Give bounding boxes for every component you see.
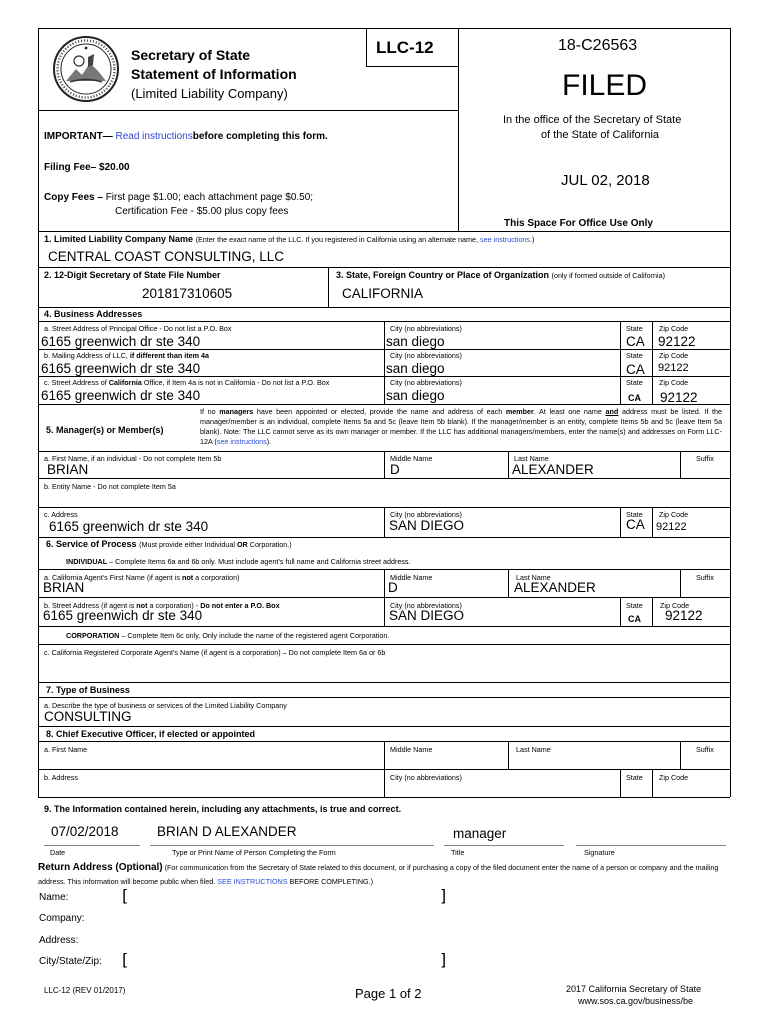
s5a-last-col [508,451,509,478]
frame-right [730,28,731,231]
s5a-middle-name-field[interactable]: D [390,462,400,477]
file-number: 18-C26563 [558,37,638,54]
s4-row-ab [38,349,730,350]
s6a-suffix-label: Suffix [696,573,714,582]
s9-label: 9. The Information contained herein, including any attachments, is true and correct. [44,804,402,814]
s6a-middle-col [384,569,385,597]
s8a-last-col [508,741,509,769]
s4-top [38,307,730,308]
s6b-state-field[interactable]: CA [628,614,641,624]
header-divider [458,28,459,231]
s9-title-label: Title [451,848,465,857]
s5b-top [38,478,730,479]
return-address-note [38,860,728,888]
s6a-suffix-col [680,569,681,597]
frame-left [38,28,39,231]
sign-date-field[interactable]: 07/02/2018 [51,824,119,839]
s8a-suffix-col [680,741,681,769]
s4c-label-bold: California [108,378,142,387]
s3-label-text: 3. State, Foreign Country or Place of Organization [336,270,550,280]
s5a-last-label: Last Name [514,454,549,463]
s6-individual-label: INDIVIDUAL [66,557,108,566]
s8b-label: b. Address [44,773,78,782]
s6a-label-post: a corporation) [193,573,240,582]
s9-date-line [44,845,140,846]
frame-top [38,28,730,29]
s4a-state-field[interactable]: CA [626,334,645,349]
return-company-label: Company: [39,913,85,924]
s5-note-p1: If no [200,407,220,416]
s4a-street-field[interactable]: 6165 greenwich dr ste 340 [41,334,201,349]
preparer-name-field[interactable]: BRIAN D ALEXANDER [157,824,297,839]
s6-corp-label: CORPORATION [66,631,120,640]
s5-note-p4: address must be listed. If the manager/member is an individual, complete Items 5a and 5c (leave Item 5b blank). If the manager/member is an entity, complete Items 5b and 5c (leave Item 5a blank). Note: The LLC cannot serve as its own manager or member. If the LLC has additional managers/members, enter the name(s) and addresses on Form LLC-12A ( [200,407,723,446]
s2-label: 2. 12-Digit Secretary of State File Number [44,270,221,280]
s5c-city-col [384,507,385,537]
agency-line-3: (Limited Liability Company) [131,86,288,101]
s6-note-end: Corporation.) [247,540,292,549]
s5a-last-name-field[interactable]: ALEXANDER [512,462,594,477]
s5a-suffix-col [680,451,681,478]
s8a-last-label: Last Name [516,745,551,754]
return-csz-label: City/State/Zip: [39,956,102,967]
s6a-label-bold: not [182,573,194,582]
return-address-label: Return Address (Optional) [38,862,163,873]
s6-note: (Must provide either Individual [139,540,237,549]
s4b-label-bold: if different than item 4a [129,351,209,360]
s4c-city-field[interactable]: san diego [386,388,445,403]
s4b-state-label: State [626,351,643,360]
agency-line-2: Statement of Information [131,66,297,82]
s7a-top [38,697,730,698]
copy-fees-line2: Certification Fee - $5.00 plus copy fees [115,206,289,217]
s6a-last-col [508,569,509,597]
s5a-middle-col [384,451,385,478]
s4b-label [44,351,209,360]
s5c-zip-field[interactable]: 92122 [656,521,687,533]
s5a-suffix-label: Suffix [696,454,714,463]
s6-corp-note [66,631,389,640]
s6a-first-name-field[interactable]: BRIAN [43,580,85,595]
title-field[interactable]: manager [453,826,507,841]
s6-corp-top [38,626,730,627]
s6-individual-text: – Complete Items 6a and 6b only. Must include agent’s full name and California street address. [107,557,411,566]
s7-top [38,682,730,683]
s5c-label: c. Address [44,510,78,519]
s1-label-text: 1. Limited Liability Company Name [44,234,194,244]
s3-label [336,270,665,280]
office-line-2: of the State of California [541,129,660,141]
s5-note-b2: member [505,407,534,416]
filed-stamp: FILED [562,69,648,102]
s1-note-end: .) [529,235,535,244]
bracket-top-left: [ [122,886,129,905]
form-code: LLC-12 [376,38,434,57]
s5c-city-field[interactable]: SAN DIEGO [389,518,465,533]
s4a-state-label: State [626,324,643,333]
s4-city-col [384,321,385,404]
s6b-zip-col [652,597,653,626]
s4c-state-field[interactable]: CA [628,393,641,403]
s5-instructions-link[interactable]: see instructions [216,437,267,446]
s6b-zip-field[interactable]: 92122 [665,608,703,623]
file-number-field[interactable]: 201817310605 [142,286,233,301]
s6b-label-mid: a corporation) - [147,601,201,610]
s7-label: 7. Type of Business [46,685,130,695]
return-address-field[interactable] [132,890,436,968]
s5c-state-col [620,507,621,537]
s1-instructions-link[interactable]: see instructions [480,235,530,244]
s5c-zip-label: Zip Code [659,510,689,519]
s6-corp-text: – Complete Item 6c only. Only include the name of the registered agent Corporation. [119,631,390,640]
s4b-zip-field[interactable]: 92122 [658,362,689,374]
s5c-state-label: State [626,510,643,519]
office-line-1: In the office of the Secretary of State [503,114,682,126]
s4b-city-label: City (no abbreviations) [390,351,462,360]
return-note-text: (For communication from the Secretary of State related to this document, or if purchasing a copy of the filed document enter the name of a person or company and the mailing address. This information will become public when filed. [38,863,719,886]
s5c-city-label: City (no abbreviations) [390,510,462,519]
s4-row-bc [38,376,730,377]
copy-fees-label: Copy Fees – [44,192,103,203]
s4c-label-post: Office, if Item 4a is not in California - Do not list a P.O. Box [141,378,330,387]
s9-name-label: Type or Print Name of Person Completing the Form [172,848,336,857]
llc12-box-bottom [366,66,458,67]
s8-label: 8. Chief Executive Officer, if elected or appointed [46,729,256,739]
s4c-label-pre: c. Street Address of [44,378,109,387]
s8b-city-label: City (no abbreviations) [390,773,462,782]
s5-label: 5. Manager(s) or Member(s) [46,425,164,435]
bracket-top-right: ] [440,886,447,905]
s1-top [38,231,730,232]
s6a-middle-label: Middle Name [390,573,433,582]
s1-label [44,234,534,244]
s8b-state-col [620,769,621,797]
state-of-organization-field[interactable]: CALIFORNIA [342,286,424,301]
s1-note: (Enter the exact name of the LLC. If you registered in California using an alternate name, [195,235,481,244]
s6b-city-col [384,597,385,626]
s6-label-text: 6. Service of Process [46,539,137,549]
signature-field[interactable] [580,822,726,844]
s5c-street-field[interactable]: 6165 greenwich dr ste 340 [49,519,209,534]
footer-form-rev: LLC-12 (REV 01/2017) [44,986,126,995]
s9-signature-label: Signature [584,848,615,857]
s6b-state-col [620,597,621,626]
s6b-state-label: State [626,601,643,610]
s5-note-b1: managers [219,407,254,416]
s6c-top [38,644,730,645]
s4-zip-col [652,321,653,404]
s8-bottom [38,797,730,798]
s4b-state-field[interactable]: CA [626,362,645,377]
read-instructions-link[interactable]: Read instructions [115,131,193,142]
s5a-first-name-field[interactable]: BRIAN [47,462,89,477]
s5c-zip-col [652,507,653,537]
s8-top [38,726,730,727]
footer-copyright: 2017 California Secretary of State [566,984,702,994]
header-rule [38,110,458,111]
s7a-label: a. Describe the type of business or services of the Limited Liability Company [44,701,287,710]
s6b-city-field[interactable]: SAN DIEGO [389,608,465,623]
s6b-street-field[interactable]: 6165 greenwich dr ste 340 [43,608,203,623]
return-instructions-link[interactable]: SEE INSTRUCTIONS [217,877,288,886]
s9-name-line [150,845,434,846]
s4a-city-field[interactable]: san diego [386,334,445,349]
s9-date-label: Date [50,848,66,857]
s4b-city-field[interactable]: san diego [386,361,445,376]
s4c-zip-field[interactable]: 92122 [660,390,698,405]
return-address-label-field: Address: [39,935,79,946]
llc12-box-left [366,28,367,66]
s4a-zip-label: Zip Code [659,324,689,333]
s8b-zip-label: Zip Code [659,773,689,782]
s4-state-col [620,321,621,404]
s4b-street-field[interactable]: 6165 greenwich dr ste 340 [41,361,201,376]
state-seal-icon [52,35,120,103]
s6b-label-bold2: Do not enter a P.O. Box [200,601,280,610]
bracket-bottom-left: [ [122,950,129,969]
bracket-bottom-right: ] [440,950,447,969]
s6b-zip-label: Zip Code [660,601,690,610]
type-of-business-field[interactable]: CONSULTING [44,709,132,724]
filing-fee: Filing Fee– $20.00 [44,162,130,173]
copy-fees-line1: First page $1.00; each attachment page $0.50; [105,192,314,203]
s5-top [38,404,730,405]
s4a-city-label: City (no abbreviations) [390,324,462,333]
s2-top [38,267,730,268]
s4c-city-label: City (no abbreviations) [390,378,462,387]
s6c-label: c. California Registered Corporate Agent's Name (if agent is a corporation) – Do not complete Item 6a or 6b [44,648,386,657]
s8a-label: a. First Name [44,745,88,754]
s5-note-b3: and [605,407,619,416]
table-right [730,231,731,797]
s5-note-p5: ). [266,437,272,446]
s6-individual-note [66,557,411,566]
s4a-zip-field[interactable]: 92122 [658,334,696,349]
s5-note-p2: have been appointed or elected, provide the name and address of each [253,407,506,416]
s4c-street-field[interactable]: 6165 greenwich dr ste 340 [41,388,201,403]
s6-top [38,537,730,538]
s6b-label-pre: b. Street Address (if agent is [44,601,137,610]
s9-title-line [444,845,564,846]
s4-label: 4. Business Addresses [44,309,143,319]
s5a-middle-label: Middle Name [390,454,433,463]
table-left [38,231,39,797]
return-name-label: Name: [39,892,69,903]
s6a-last-name-field[interactable]: ALEXANDER [514,580,596,595]
s4c-label [44,378,329,387]
llc-name-field[interactable]: CENTRAL COAST CONSULTING, LLC [48,249,285,264]
filed-date: JUL 02, 2018 [561,172,650,189]
s8a-suffix-label: Suffix [696,745,714,754]
s6a-last-label: Last Name [516,573,551,582]
s8a-middle-label: Middle Name [390,745,433,754]
office-use-label: This Space For Office Use Only [504,218,653,229]
s5b-label: b. Entity Name - Do not complete Item 5a [44,482,176,491]
s5-note [200,407,722,447]
s6-label [46,539,292,549]
s4b-zip-label: Zip Code [659,351,689,360]
s3-note: (only if formed outside of California) [551,271,665,280]
s6a-middle-name-field[interactable]: D [388,580,398,595]
s5c-state-field[interactable]: CA [626,517,645,532]
s4b-label-pre: b. Mailing Address of LLC, [44,351,130,360]
important-label: IMPORTANT— [44,131,113,142]
return-note-end: BEFORE COMPLETING.) [287,877,374,886]
footer-page: Page 1 of 2 [355,986,422,1001]
s8b-state-label: State [626,773,643,782]
s8a-middle-col [384,741,385,769]
agency-line-1: Secretary of State [131,47,251,63]
s2-divider [328,267,329,307]
important-note [44,131,328,142]
s4c-zip-label: Zip Code [659,378,689,387]
s5a-label: a. First Name, if an individual - Do not complete Item 5b [44,454,222,463]
s4a-label: a. Street Address of Principal Office - Do not list a P.O. Box [44,324,232,333]
s8b-zip-col [652,769,653,797]
s6a-label-pre: a. California Agent's First Name (if agent is [44,573,182,582]
s4c-state-label: State [626,378,643,387]
s5-note-p3: . At least one name [533,407,606,416]
s9-sig-line [576,845,726,846]
s6b-city-label: City (no abbreviations) [390,601,462,610]
footer-url: www.sos.ca.gov/business/be [578,996,694,1006]
important-rest: before completing this form. [192,131,328,142]
s8b-city-col [384,769,385,797]
s6-note-or: OR [236,540,248,549]
s6b-label-bold1: not [136,601,148,610]
copy-fees [44,192,313,203]
